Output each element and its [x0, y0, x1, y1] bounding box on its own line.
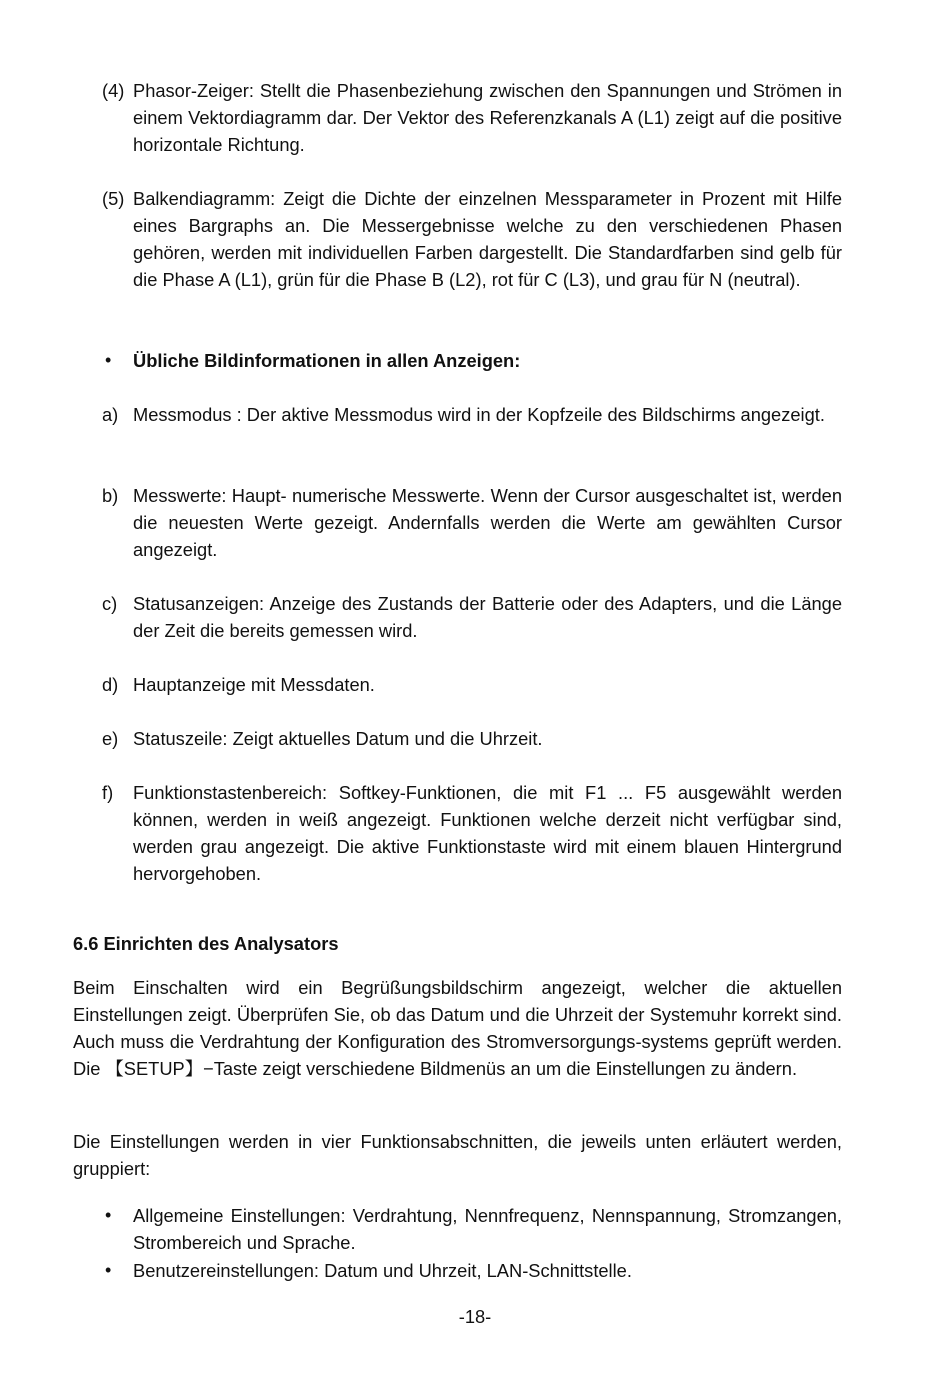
list-text: Hauptanzeige mit Messdaten.	[133, 674, 375, 695]
section-heading: 6.6 Einrichten des Analysators	[73, 933, 339, 954]
list-text: Allgemeine Einstellungen: Verdrahtung, Nennfrequenz, Nennspannung, Stromzangen, Strombereich und Sprache.	[133, 1205, 842, 1253]
list-marker: f)	[102, 782, 114, 803]
list-item	[102, 725, 842, 752]
list-item	[102, 1202, 842, 1256]
list-item	[102, 671, 842, 698]
bullet-marker: •	[105, 1260, 112, 1280]
list-text: Statusanzeigen: Anzeige des Zustands der Batterie oder des Adapters, und die Länge der Zeit die bereits gemessen wird.	[133, 593, 842, 641]
bullet-marker: •	[105, 350, 112, 370]
list-item	[102, 77, 842, 158]
list-text: Messmodus : Der aktive Messmodus wird in der Kopfzeile des Bildschirms angezeigt.	[133, 404, 825, 425]
list-text: Phasor-Zeiger: Stellt die Phasenbeziehung zwischen den Spannungen und Strömen in einem Vektordiagramm dar. Der Vektor des Referenzkanals A (L1) zeigt auf die positive horizontale Richtung.	[133, 80, 842, 155]
list-item	[102, 482, 842, 563]
bullet-marker: •	[105, 1205, 112, 1225]
common-info-title: Übliche Bildinformationen in allen Anzeigen:	[133, 350, 521, 371]
list-marker: a)	[102, 404, 119, 425]
list-item	[102, 401, 842, 428]
list-text: Balkendiagramm: Zeigt die Dichte der einzelnen Messparameter in Prozent mit Hilfe eines Bargraphs an. Die Messergebnisse welche zu den verschiedenen Phasen gehören, werden mit individuellen Farben dargestellt. Die Standardfarben sind gelb für die Phase A (L1), grün für die Phase B (L2), rot für C (L3), und grau für N (neutral).	[133, 188, 842, 290]
list-marker: e)	[102, 728, 119, 749]
list-marker: (5)	[102, 188, 125, 209]
section-paragraph: Beim Einschalten wird ein Begrüßungsbildschirm angezeigt, welcher die aktuellen Einstellungen zeigt. Überprüfen Sie, ob das Datum und die Uhrzeit der Systemuhr korrekt sind. Auch muss die Verdrahtung der Konfiguration des Stromversorgungs-systems geprüft werden. Die 【SETUP】−Taste zeigt verschiedene Bildmenüs an um die Einstellungen zu ändern.	[73, 977, 842, 1079]
list-text: Messwerte: Haupt- numerische Messwerte. Wenn der Cursor ausgeschaltet ist, werden die neuesten Werte gezeigt. Andernfalls werden die Werte am gewählten Cursor angezeigt.	[133, 485, 842, 560]
list-text: Benutzereinstellungen: Datum und Uhrzeit, LAN-Schnittstelle.	[133, 1260, 632, 1281]
list-text: Funktionstastenbereich: Softkey-Funktionen, die mit F1 ... F5 ausgewählt werden können, werden in weiß angezeigt. Funktionen welche derzeit nicht verfügbar sind, werden grau angezeigt. Die aktive Funktionstaste wird mit einem blauen Hintergrund hervorgehoben.	[133, 782, 842, 884]
list-item	[102, 779, 842, 887]
list-marker: c)	[102, 593, 118, 614]
section-paragraph: Die Einstellungen werden in vier Funktionsabschnitten, die jeweils unten erläutert werden, gruppiert:	[73, 1131, 842, 1179]
list-marker: d)	[102, 674, 119, 695]
page-number: -18-	[458, 1306, 492, 1327]
list-marker: b)	[102, 485, 119, 506]
list-item	[102, 185, 842, 293]
list-item	[102, 590, 842, 644]
list-text: Statuszeile: Zeigt aktuelles Datum und die Uhrzeit.	[133, 728, 543, 749]
common-info-heading	[102, 347, 842, 374]
list-marker: (4)	[102, 80, 125, 101]
list-item	[102, 1257, 842, 1284]
